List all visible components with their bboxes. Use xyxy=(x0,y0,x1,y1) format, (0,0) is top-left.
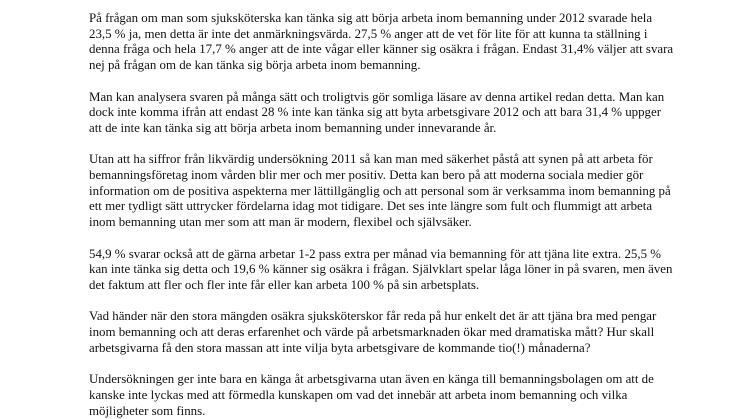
paragraph-questions: Vad händer när den stora mängden osäkra sjuksköterskor får reda på hur enkelt det är att tjäna bra med pengar inom bemanning och att deras erfarenhet och värde på arbetsmarknaden ökar med dramatiska mått? Hur skall arbetsgivarna få den stora massan att inte vilja byta arbetsgivare de kommande tio(!) månaderna? xyxy=(89,309,657,355)
paragraph-positive-view: Utan att ha siffror från likvärdig undersökning 2011 så kan man med säkerhet påstå att synen på att arbeta för bemanningsföretag inom vården blir mer och mer positiv. Detta kan bero på att moderna sociala medier gör information om de positiva aspekterna mer lättillgänglig och att personal som är verksamma inom bemanning på ett mer tydligt sätt uttrycker fördelarna idag mot tidigare. Det ses inte längre som fult och flummigt att arbeta inom bemanning utan mer som att man är modern, flexibel och självsäker. xyxy=(89,152,671,230)
document-body xyxy=(89,11,674,419)
paragraph-conclusion: Undersökningen ger inte bara en känga åt arbetsgivarna utan även en känga till bemanningsbolagen om att de kanske inte lyckas med att förmedla kunskapen om vad det innebär att arbeta inom bemanning och vilka möjligheter som finns. xyxy=(89,372,654,418)
paragraph-analysis: Man kan analysera svaren på många sätt och troligtvis gör somliga läsare av denna artikel redan detta. Man kan dock inte komma ifrån att endast 28 % inte kan tänka sig att byta arbetsgivare 2012 och att bara 31,4 % uppger att de inte kan tänka sig att börja arbeta inom bemanning under innevarande år. xyxy=(89,89,665,135)
paragraph-survey-results: På frågan om man som sjuksköterska kan tänka sig att börja arbeta inom bemanning under 2012 svarade hela 23,5 % ja, men detta är inte det anmärkningsvärda. 27,5 % anger att de vet för lite för att kunna ta ställning i denna fråga och hela 17,7 % anger att de inte vågar eller känner sig osäkra i frågan. Endast 31,4% väljer att svara nej på frågan om de kan tänka sig börja arbeta inom bemanning. xyxy=(89,11,674,73)
paragraph-extra-shifts: 54,9 % svarar också att de gärna arbetar 1-2 pass extra per månad via bemanning för att tjäna lite extra. 25,5 % kan inte tänka sig detta och 19,6 % känner sig osäkra i frågan. Självklart spelar låga löner in på svaren, men även det faktum att fler och fler inte får eller kan arbeta 100 % på sin arbetsplats. xyxy=(89,246,673,292)
